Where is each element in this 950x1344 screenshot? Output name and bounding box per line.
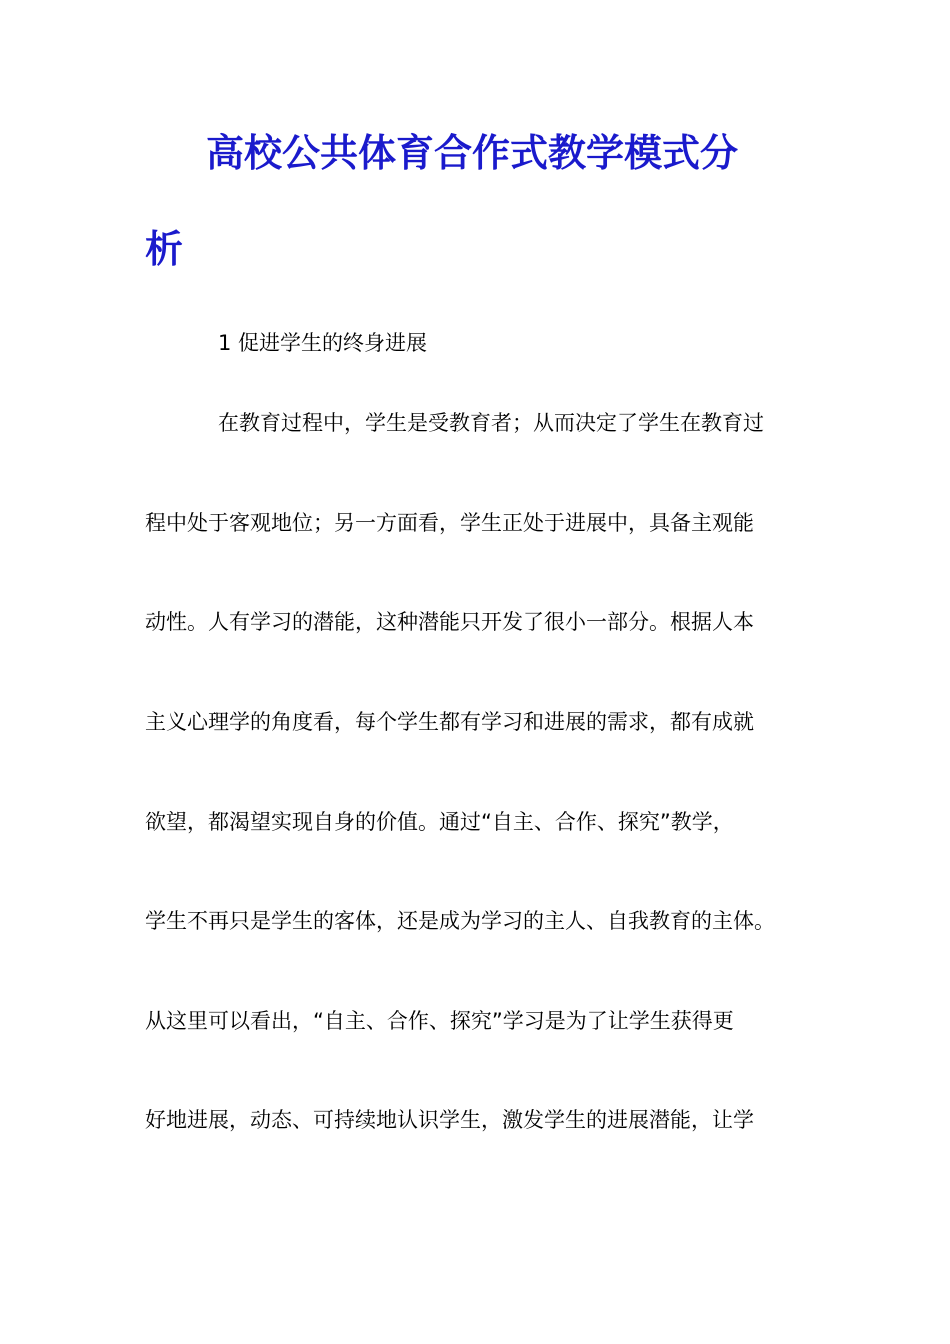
- paragraph-line: 在教育过程中，学生是受教育者；从而决定了学生在教育过: [218, 411, 764, 435]
- paragraph-line: 动性。人有学习的潜能，这种潜能只开发了很小一部分。根据人本: [145, 610, 754, 634]
- paragraph-line: 欲望，都渴望实现自身的价值。通过“自主、合作、探究”教学，: [145, 810, 734, 834]
- paragraph-line: 学生不再只是学生的客体，还是成为学习的主人、自我教育的主体。: [145, 909, 775, 933]
- paragraph-line: 程中处于客观地位；另一方面看，学生正处于进展中，具备主观能: [145, 511, 754, 535]
- document-title-line-2: 析: [145, 226, 184, 271]
- paragraph-line: 主义心理学的角度看，每个学生都有学习和进展的需求，都有成就: [145, 710, 754, 734]
- document-title-line-1: 高校公共体育合作式教学模式分: [206, 130, 739, 175]
- paragraph-line: 好地进展，动态、可持续地认识学生，激发学生的进展潜能，让学: [145, 1108, 754, 1132]
- section-heading: 1 促进学生的终身进展: [218, 331, 428, 355]
- paragraph-line: 从这里可以看出，“自主、合作、探究”学习是为了让学生获得更: [145, 1009, 734, 1033]
